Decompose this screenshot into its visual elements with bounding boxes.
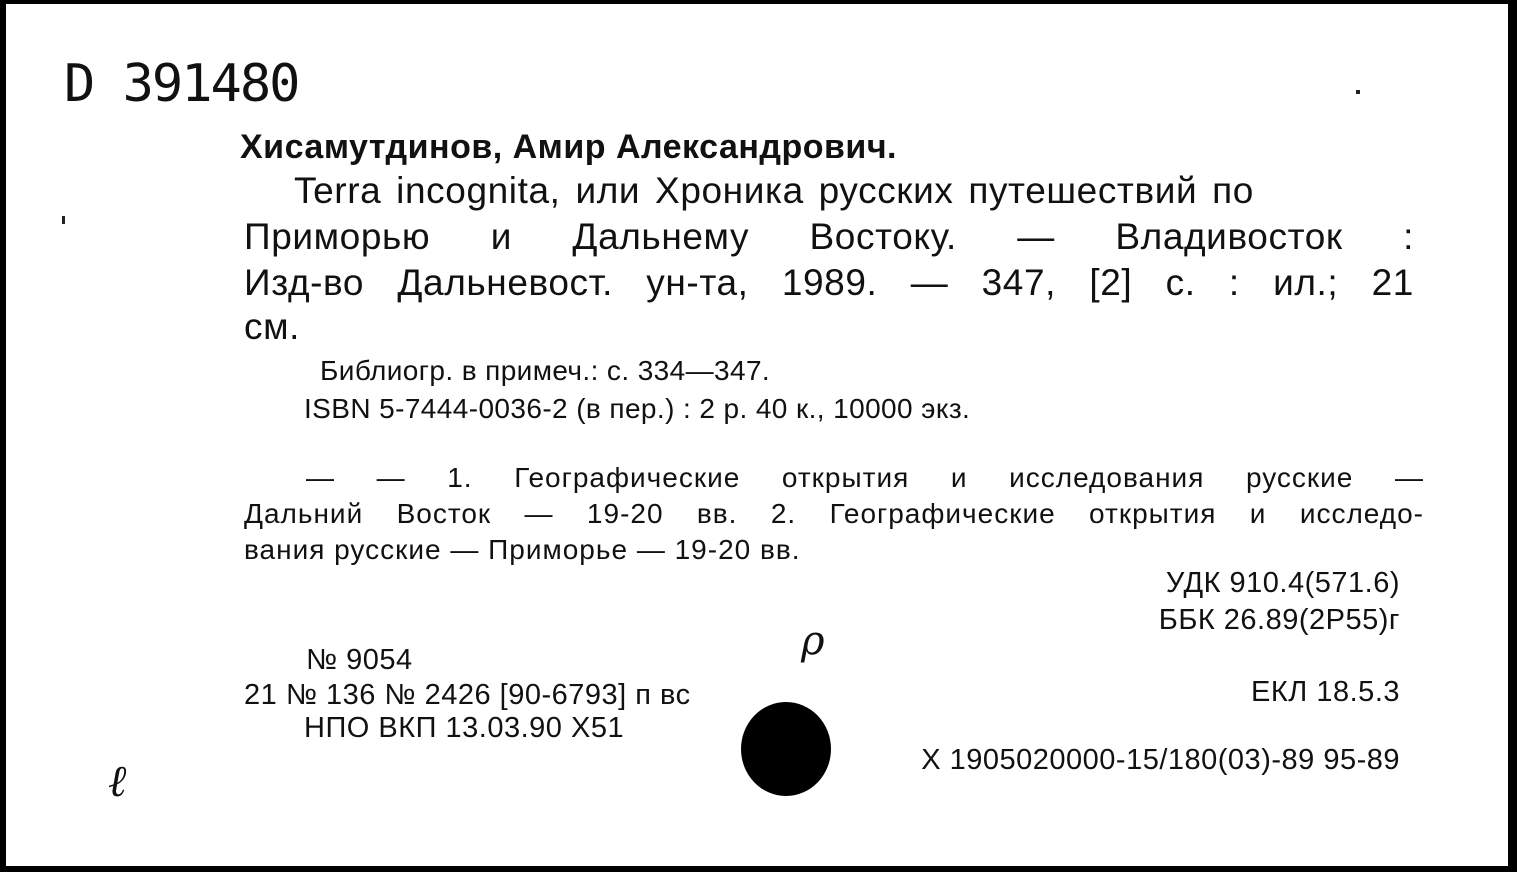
card-number: № 9054	[306, 644, 413, 676]
ekl-code: ЕКЛ 18.5.3	[1251, 676, 1400, 708]
handwritten-mark: ρ	[801, 618, 825, 664]
author-heading: Хисамутдинов, Амир Александрович.	[240, 128, 898, 166]
handwritten-mark-left: ℓ	[108, 756, 127, 807]
print-info: 21 № 136 № 2426 [90-6793] п вс	[244, 679, 691, 711]
subject-line-2: Дальний Восток — 19-20 вв. 2. Географические открытия и исследо-	[244, 498, 1424, 529]
imprint-line: Изд-во Дальневост. ун-та, 1989. — 347, [2] с. : ил.; 21	[244, 262, 1414, 303]
printer-info: НПО ВКП 13.03.90 Х51	[304, 712, 625, 744]
call-number: D 391480	[64, 54, 299, 114]
punch-hole	[741, 702, 831, 796]
bibliography-note: Библиогр. в примеч.: с. 334—347.	[320, 355, 771, 386]
isbn-note: ISBN 5-7444-0036-2 (в пер.) : 2 р. 40 к., 10000 экз.	[304, 393, 971, 424]
catalog-card	[6, 4, 1508, 866]
ink-dot	[1356, 90, 1360, 94]
udk-code: УДК 910.4(571.6)	[1165, 567, 1400, 599]
subject-line-3: вания русские — Приморье — 19-20 вв.	[244, 534, 801, 565]
size-line: см.	[244, 306, 301, 347]
ink-tick	[62, 216, 65, 224]
subject-line-1: — — 1. Географические открытия и исследования русские —	[306, 462, 1424, 493]
title-line-2: Приморью и Дальнему Востоку. — Владивосток :	[244, 216, 1414, 257]
x-code: X 1905020000-15/180(03)-89 95-89	[921, 744, 1400, 776]
bbk-code: ББК 26.89(2Р55)г	[1158, 604, 1400, 636]
title-line-1: Terra incognita, или Хроника русских путешествий по	[294, 170, 1254, 211]
